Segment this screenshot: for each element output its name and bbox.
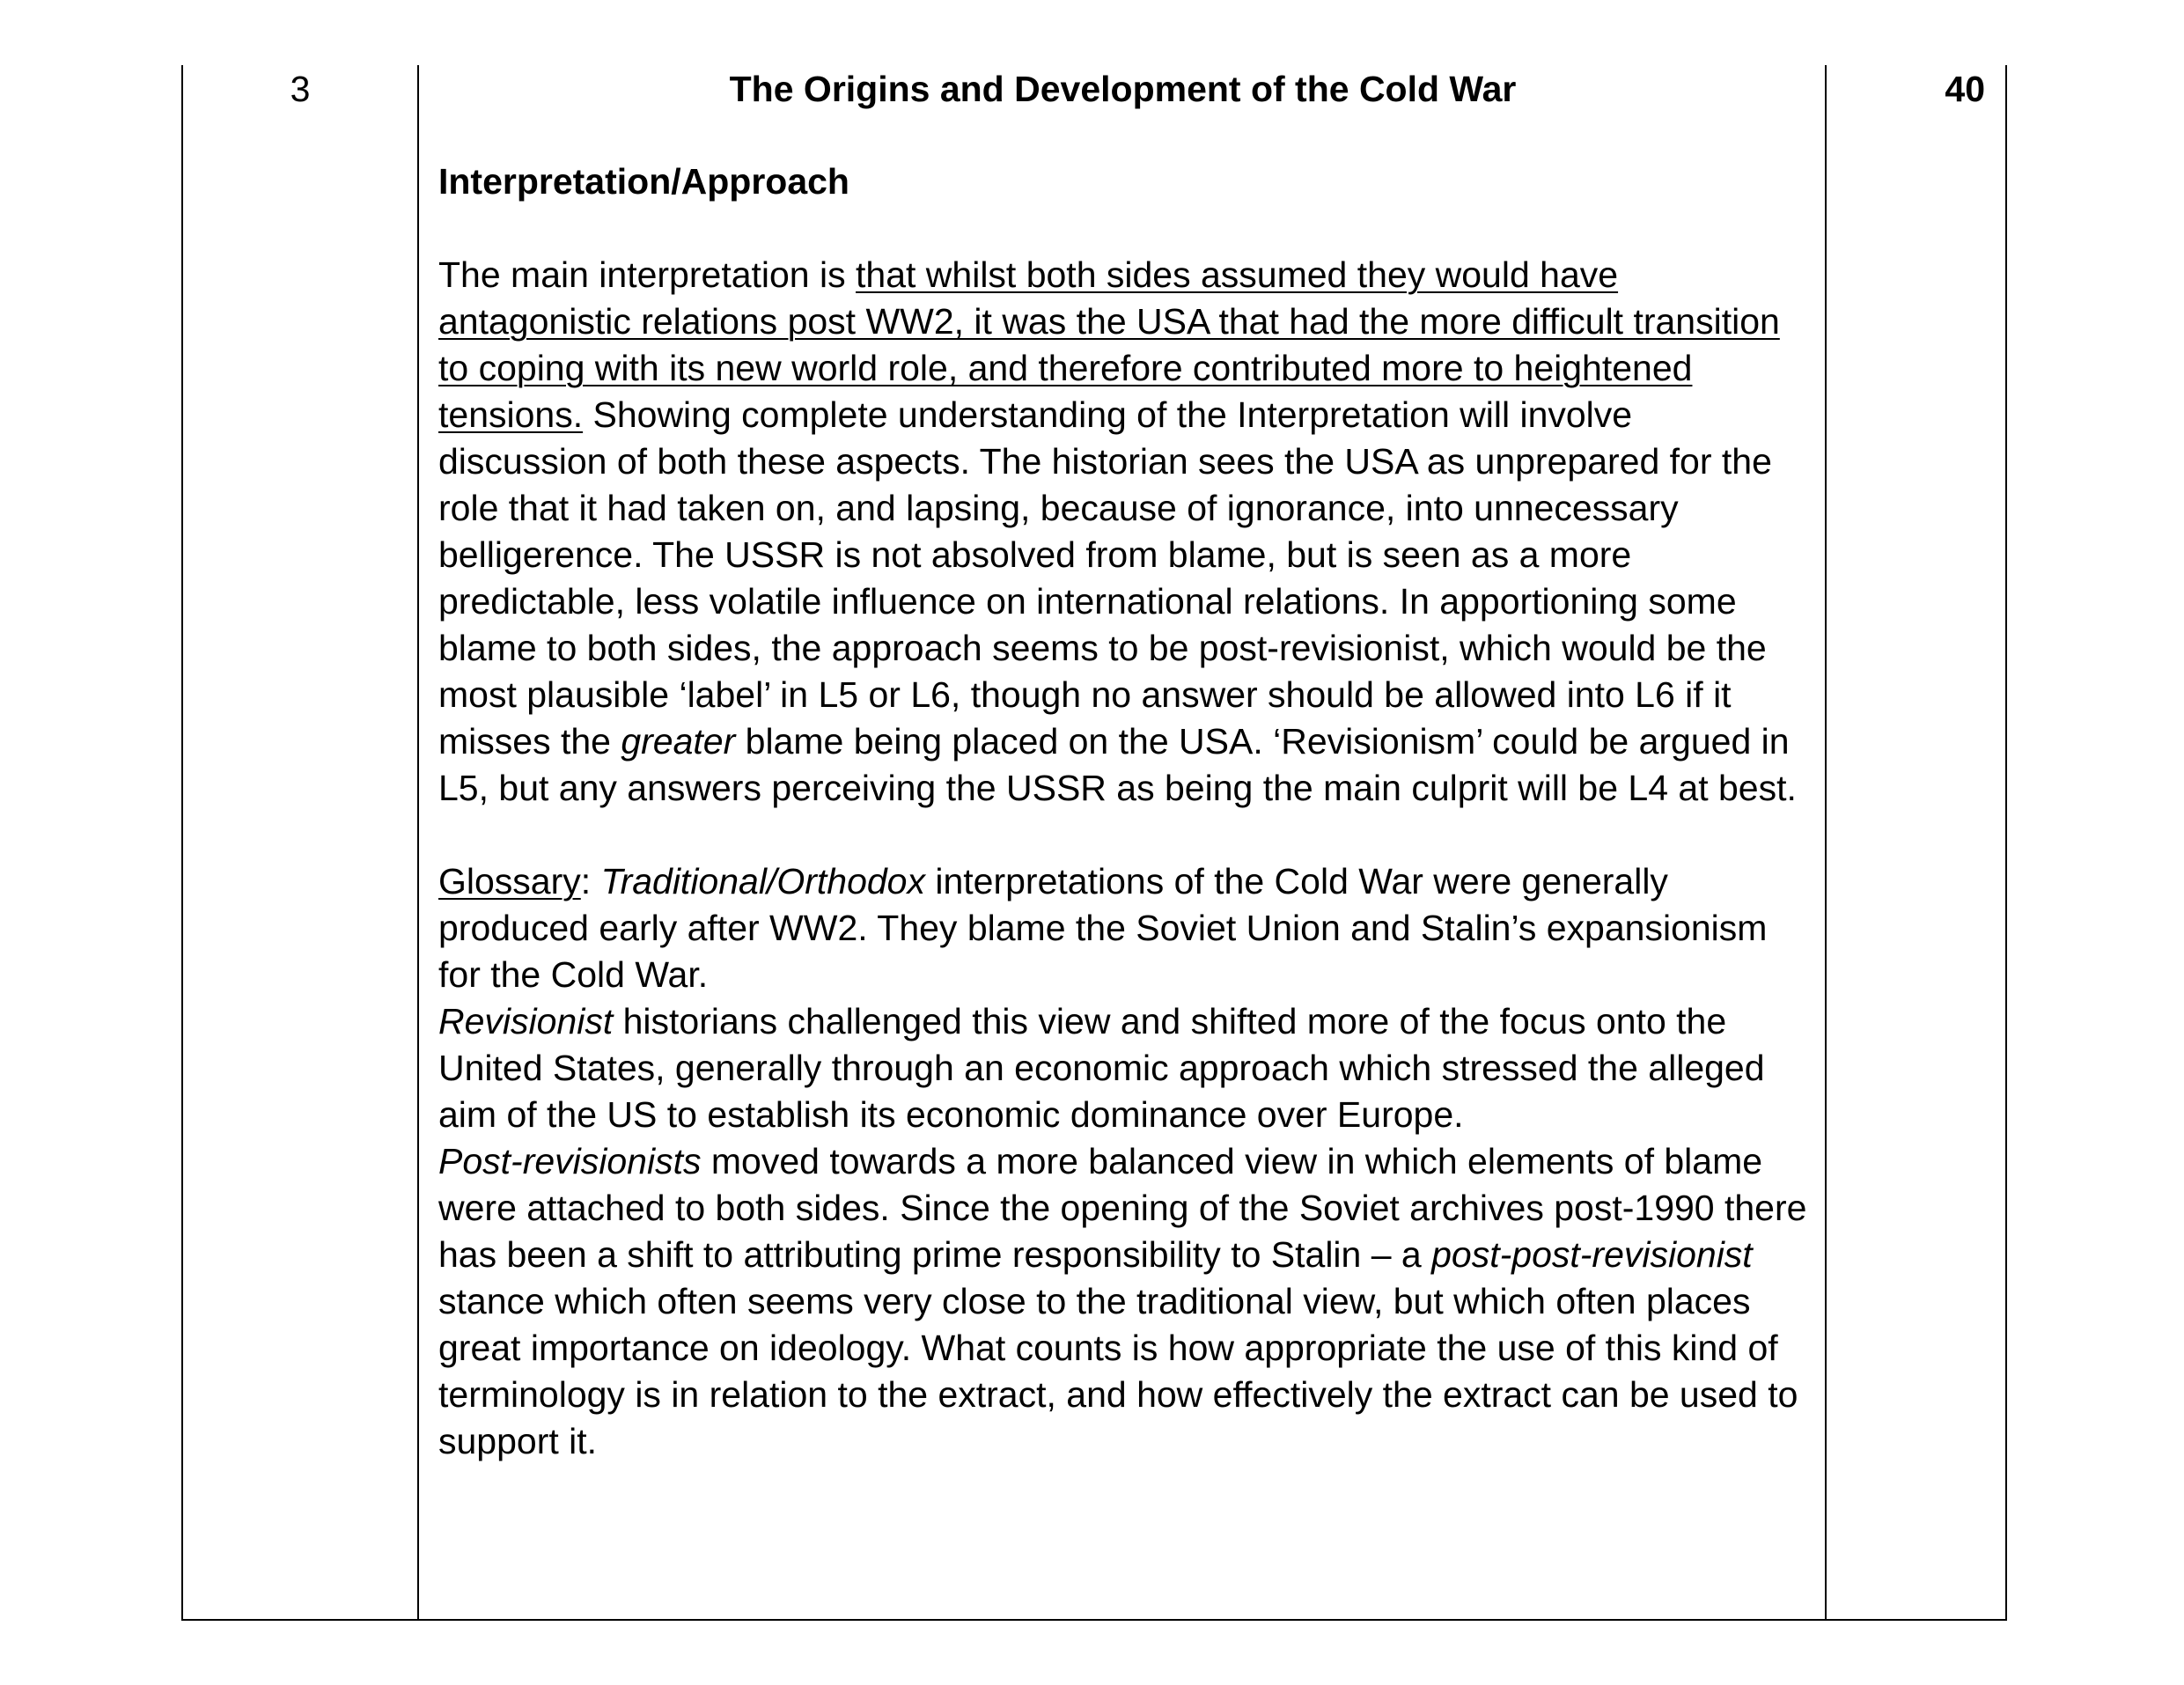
glossary-colon: : xyxy=(580,861,601,901)
interpretation-emphasis: greater xyxy=(621,721,736,762)
glossary-term-revisionist: Revisionist xyxy=(438,1001,614,1041)
glossary-text-post-post-revisionist: stance which often seems very close to the traditional view, but which often places great importance on ideology. What counts is how appropriate the use of this kind of terminology is in relation to the extract, and how effectively the extract can be used to support it. xyxy=(438,1281,1798,1461)
glossary-post-revisionist xyxy=(438,1138,1807,1465)
glossary-label: Glossary xyxy=(438,861,581,901)
glossary-traditional xyxy=(438,858,1807,998)
column-divider xyxy=(1825,65,1827,1619)
question-number: 3 xyxy=(290,69,311,109)
glossary xyxy=(438,858,1807,1465)
column-divider xyxy=(417,65,419,1619)
glossary-text-post-revisionist: moved towards a more balanced view in which elements of blame were attached to both sides. Since the opening of the Soviet archives post-1990 there has been a shift to attributing prime responsibility to Stalin – a xyxy=(438,1141,1807,1275)
interpretation-body-end: blame being placed on the USA. ‘Revisionism’ could be argued in L5, but any answers perceiving the USSR as being the main culprit will be L4 at best. xyxy=(438,721,1797,808)
interpretation-key-statement: that whilst both sides assumed they would have antagonistic relations post WW2, it was the USA that had the more difficult transition to coping with its new world role, and therefore contributed more to heightened tensions. xyxy=(438,254,1780,435)
glossary-term-traditional: Traditional/Orthodox xyxy=(600,861,925,901)
mark-scheme-table xyxy=(181,65,2007,1621)
question-content xyxy=(438,65,1807,1465)
question-marks: 40 xyxy=(1945,69,1985,109)
interpretation-paragraph xyxy=(438,252,1807,812)
glossary-text-traditional: interpretations of the Cold War were generally produced early after WW2. They blame the Soviet Union and Stalin’s expansionism for the Cold War. xyxy=(438,861,1768,995)
interpretation-intro: The main interpretation is xyxy=(438,254,857,295)
glossary-revisionist xyxy=(438,998,1807,1138)
question-title: The Origins and Development of the Cold War xyxy=(729,69,1517,109)
interpretation-body: Showing complete understanding of the Interpretation will involve discussion of both these aspects. The historian sees the USA as unprepared for the role that it had taken on, and lapsing, because of ignorance, into unnecessary belligerence. The USSR is not absolved from blame, but is seen as a more predictable, less volatile influence on international relations. In apportioning some blame to both sides, the approach seems to be post-revisionist, which would be the most plausible ‘label’ in L5 or L6, though no answer should be allowed into L6 if it misses the xyxy=(438,394,1772,762)
glossary-term-post-revisionist: Post-revisionists xyxy=(438,1141,702,1181)
section-heading: Interpretation/Approach xyxy=(438,161,849,202)
glossary-term-post-post-revisionist: post-post-revisionist xyxy=(1431,1234,1753,1275)
glossary-text-revisionist: historians challenged this view and shifted more of the focus onto the United States, generally through an economic approach which stressed the alleged aim of the US to establish its economic dominance over Europe. xyxy=(438,1001,1765,1135)
